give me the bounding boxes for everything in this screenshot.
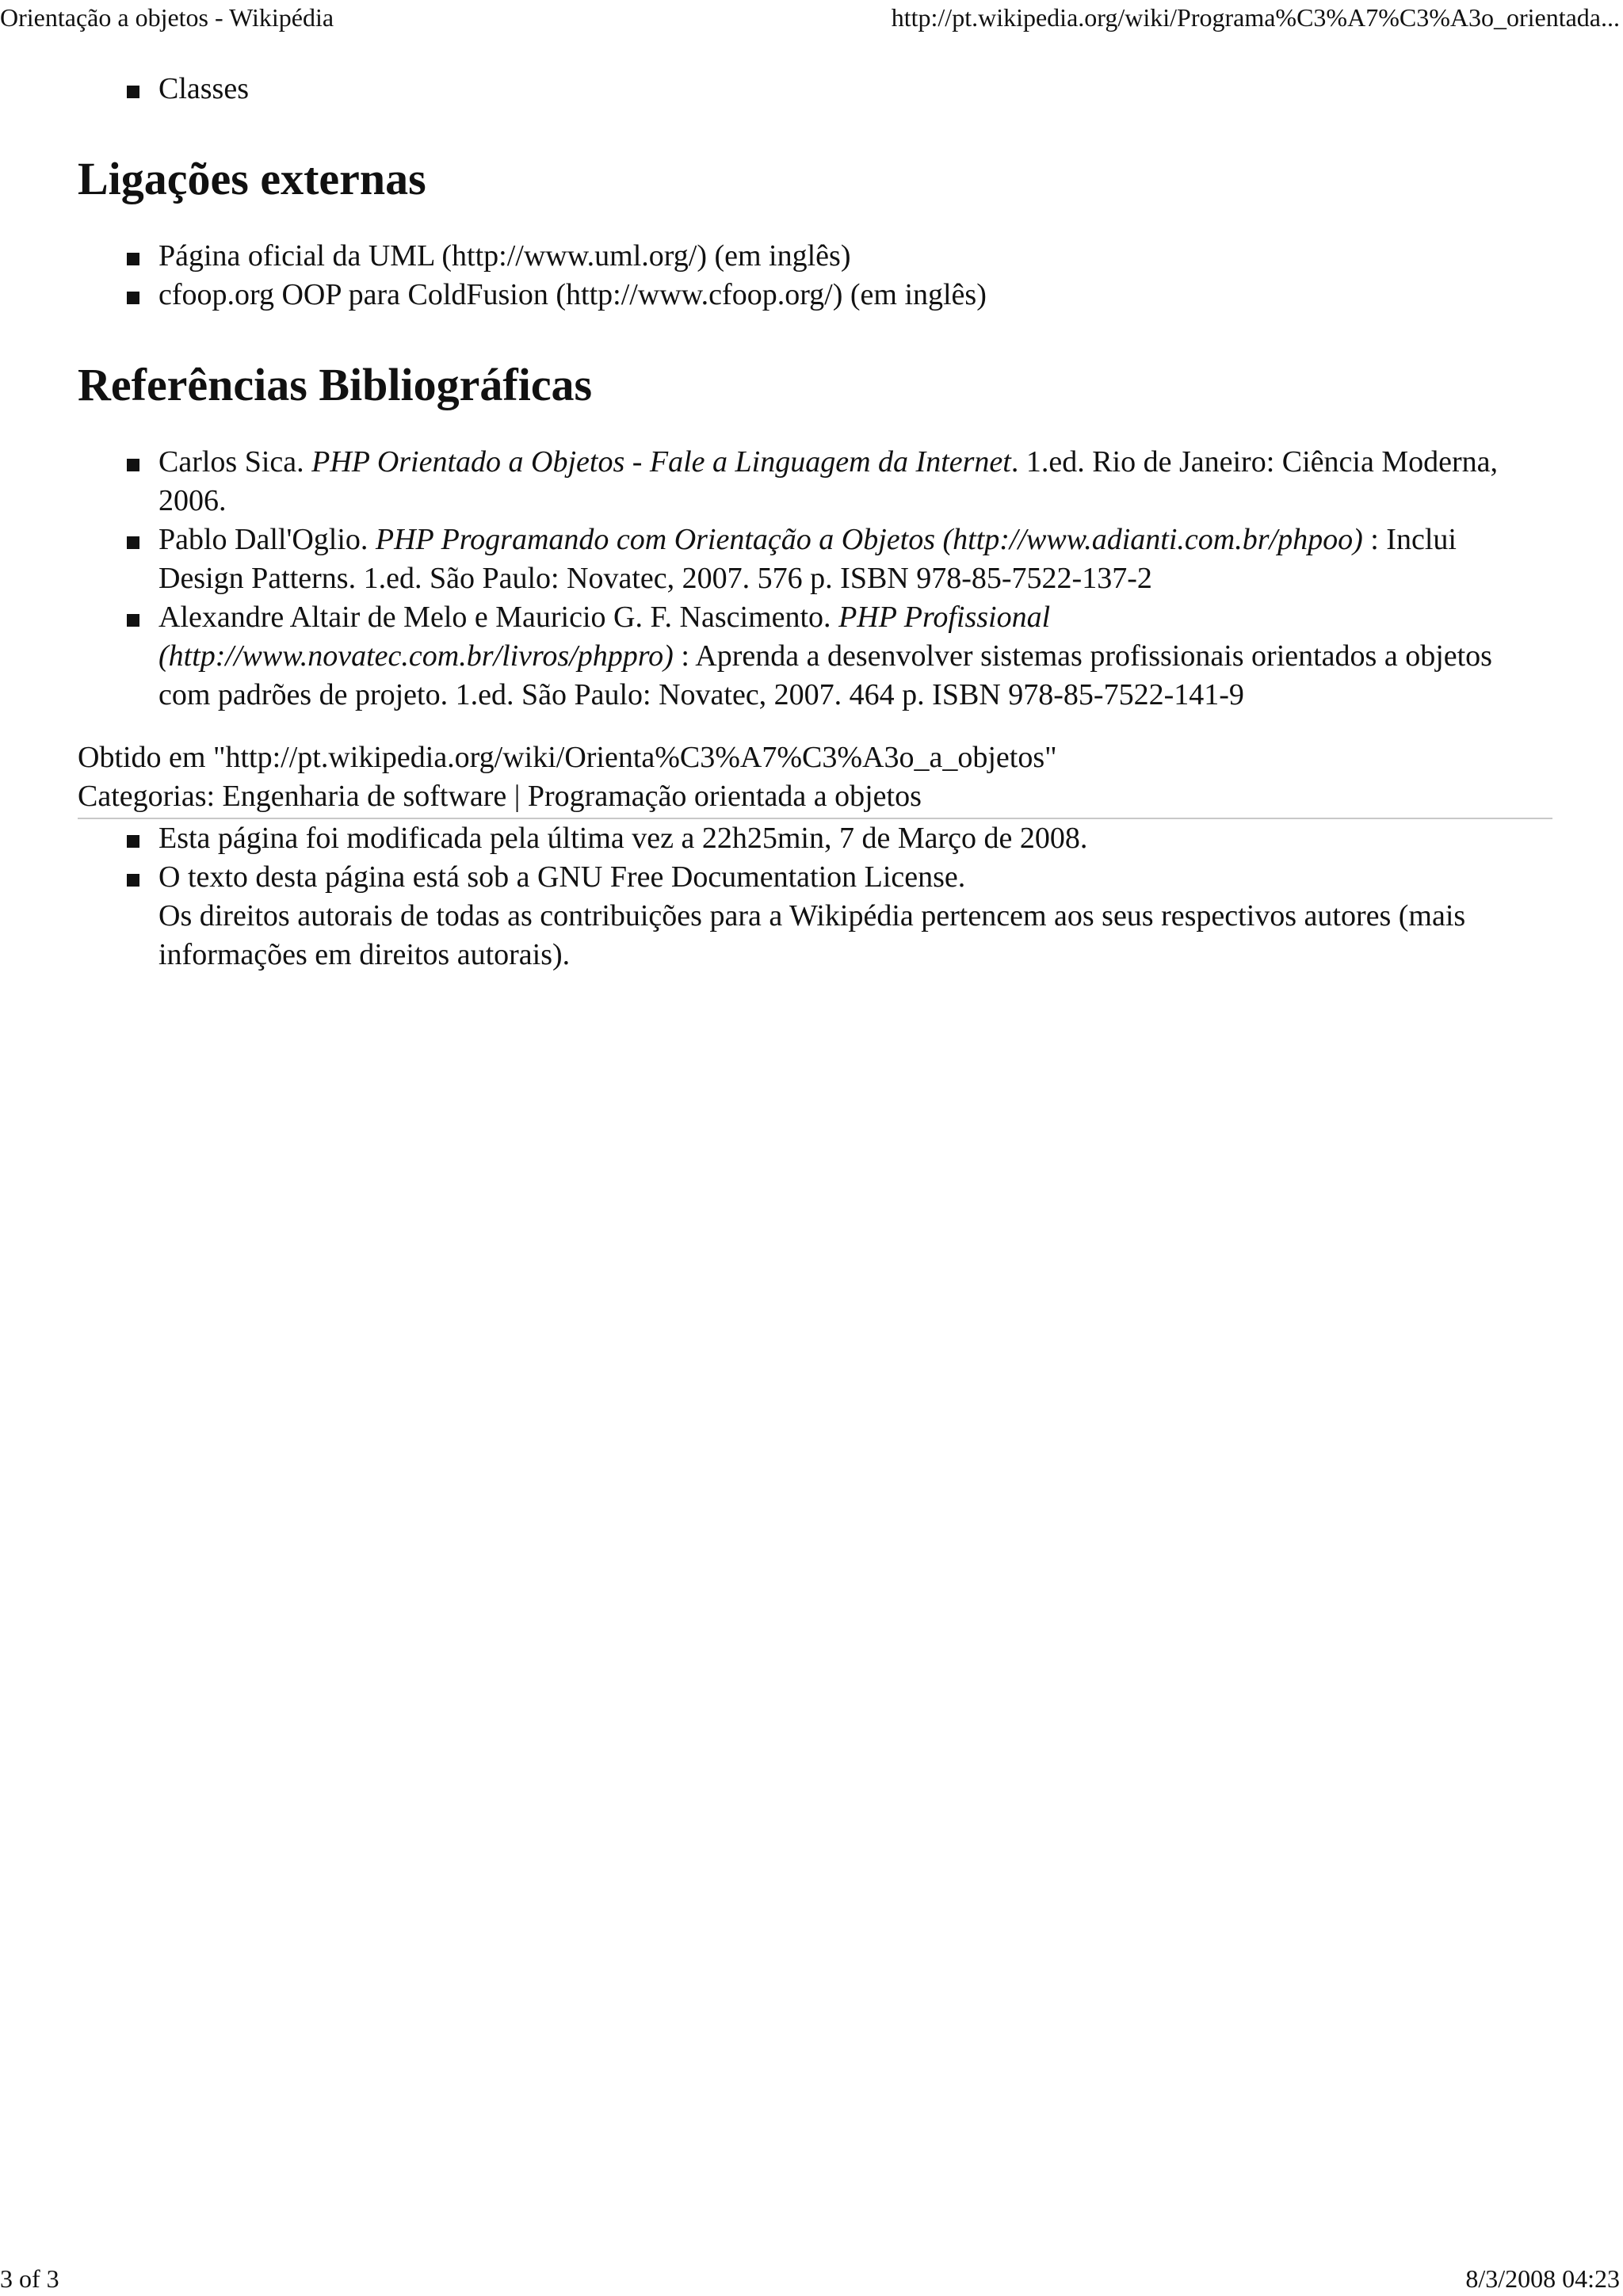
list-item[interactable]: Classes [158,70,1548,109]
license-info [158,858,1548,974]
section-heading-references: Referências Bibliográficas [78,359,593,410]
article-content [78,70,1548,974]
categories-line[interactable]: Categorias: Engenharia de software | Programação orientada a objetos [78,780,922,813]
reference-title-link[interactable]: PHP Profissional (http://www.novatec.com.br/livros/phppro) [158,601,1051,673]
external-links-list [78,237,1548,315]
reference-author: Alexandre Altair de Melo e Mauricio G. F. Nascimento. [158,601,839,634]
external-link-uml[interactable]: Página oficial da UML (http://www.uml.org/) (em inglês) [158,237,1548,276]
reference-details: . 1.ed. Rio de Janeiro: Ciência Moderna, 2006. [158,445,1498,517]
reference-title: PHP Orientado a Objetos - Fale a Linguagem da Internet [311,445,1011,479]
obtained-from: Obtido em "http://pt.wikipedia.org/wiki/Orienta%C3%A7%C3%A3o_a_objetos" [78,741,1057,774]
reference-details: : Inclui Design Patterns. 1.ed. São Paulo: Novatec, 2007. 576 p. ISBN 978-85-7522-137-2 [158,523,1457,595]
page-title: Orientação a objetos - Wikipédia [0,3,334,32]
last-modified: Esta página foi modificada pela última vez a 22h25min, 7 de Março de 2008. [158,819,1548,858]
reference-author: Pablo Dall'Oglio. [158,523,376,556]
references-list [78,443,1548,715]
print-footer [0,2261,1623,2296]
reference-details: : Aprenda a desenvolver sistemas profissionais orientados a objetos com padrões de projeto. 1.ed. São Paulo: Novatec, 2007. 464 p. ISBN 978-85-7522-141-9 [158,639,1492,711]
reference-author: Carlos Sica. [158,445,312,479]
print-datetime: 8/3/2008 04:23 [1465,2264,1620,2293]
page-url: http://pt.wikipedia.org/wiki/Programa%C3%A7%C3%A3o_orientada... [891,3,1620,32]
category-links [78,738,1552,819]
print-header [0,0,1623,35]
page-footer-info [78,819,1548,974]
page-number: 3 of 3 [0,2264,59,2293]
copyright-text: Os direitos autorais de todas as contribuições para a Wikipédia pertencem aos seus respectivos autores (mais informações em direitos autorais). [158,899,1466,971]
reference-item [158,598,1548,715]
section-heading-external-links: Ligações externas [78,153,426,204]
license-text[interactable]: O texto desta página está sob a GNU Free Documentation License. [158,860,966,894]
top-list [78,70,1548,109]
reference-item [158,521,1548,598]
reference-title-link[interactable]: PHP Programando com Orientação a Objetos (http://www.adianti.com.br/phpoo) [375,523,1363,556]
external-link-cfoop[interactable]: cfoop.org OOP para ColdFusion (http://www.cfoop.org/) (em inglês) [158,276,1548,315]
reference-item [158,443,1548,521]
